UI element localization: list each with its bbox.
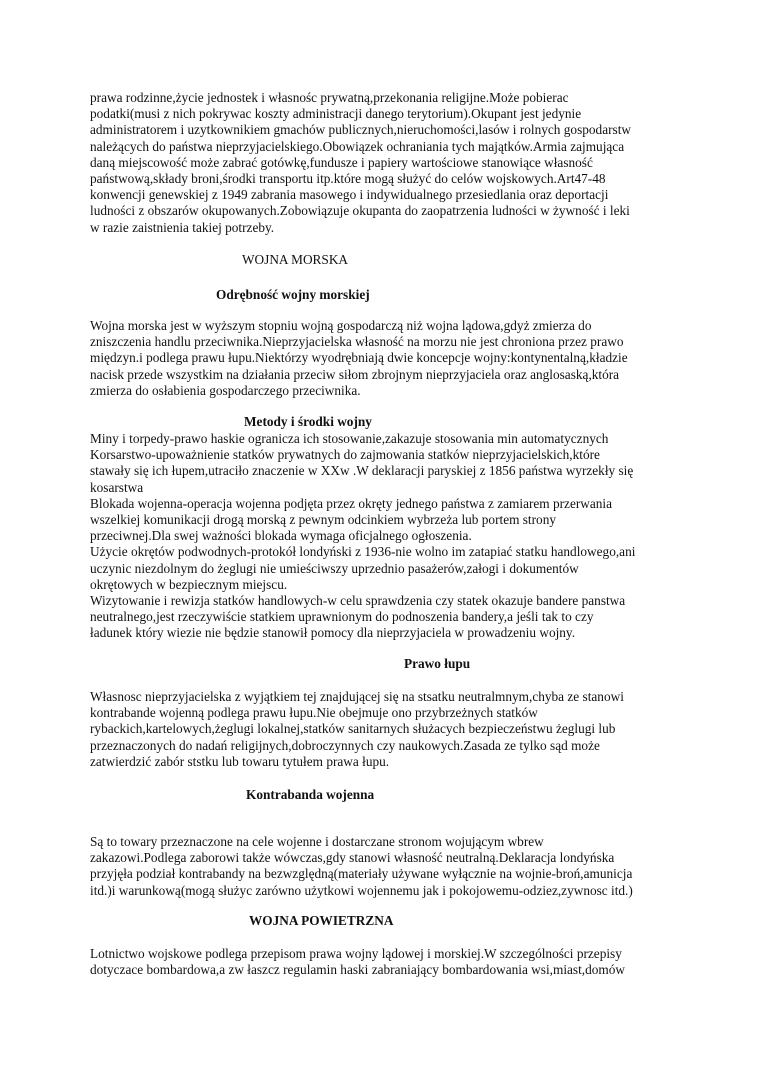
text-line: wszelkiej komunikacji drogą morską z pewnym odcinkiem wybrzeża lub portem strony: [90, 511, 557, 527]
text-line: ładunek który wiezie nie będzie stanowił pomocy dla nieprzyjaciela w prowadzeniu wojny.: [90, 625, 576, 641]
subheading-metody: Metody i środki wojny: [244, 414, 372, 429]
subheading-prawo-lupu: Prawo łupu: [404, 656, 471, 671]
text-line: Wizytowanie i rewizja statków handlowych-w celu sprawdzenia czy statek okazuje bandere panstwa: [90, 592, 626, 608]
text-line: państwową,składy broni,środki transportu itp.które mogą służyć do celów wojskowych.Art47-48: [90, 170, 606, 186]
text-line: zatwierdzić zabór ststku lub towaru tytułem prawa łupu.: [90, 753, 390, 769]
text-line: uczynic niezdolnym do żeglugi nie umieściwszy uprzednio pasażerów,załogi i dokumentów: [90, 560, 579, 576]
text-line: dotyczace bombardowa,a zw łaszcz regulamin haski zabraniający bombardowania wsi,miast,domów: [90, 962, 625, 978]
text-line: należących do państwa nieprzyjacielskiego.Obowiązek ochraniania tych majątków.Armia zajmująca: [90, 138, 625, 154]
section-heading-wojna-powietrzna: WOJNA POWIETRZNA: [249, 913, 394, 928]
prawo-lupu-paragraph: [90, 689, 680, 770]
text-line: zakazowi.Podlega zaborowi także wówczas,gdy stanowi własność neutralną.Deklaracja londyńska: [90, 850, 615, 866]
text-line: międzyn.i podlega prawu łupu.Niektórzy wyodrębniają dwie koncepcje wojny:kontynentalną,kładzie: [90, 350, 628, 366]
intro-paragraph: [90, 90, 680, 236]
metody-paragraph: [90, 431, 680, 641]
subheading-kontrabanda: Kontrabanda wojenna: [246, 787, 375, 802]
text-line: przyjęła podział kontrabandy na bezwzględną(materiały używane wyłącznie na wojnie-broń,amunicja: [90, 866, 633, 882]
text-line: okrętowych w bezpiecznym miejscu.: [90, 576, 288, 592]
text-line: Korsarstwo-upoważnienie statków prywatnych do zajmowania statków nieprzyjacielskich,które: [90, 447, 600, 463]
text-line: Użycie okrętów podwodnych-protokół londyński z 1936-nie wolno im zatapiać statku handlowego,ani: [90, 544, 636, 560]
text-line: ludności z obszarów okupowanych.Zobowiązuje okupanta do zaopatrzenia ludności w żywność i leki: [90, 203, 630, 219]
text-line: przeciwnej.Dla swej ważności blokada wymaga oficjalnego ogłoszenia.: [90, 528, 472, 544]
text-line: konwencji genewskiej z 1949 zabrania masowego i indywidualnego przesiedlania oraz deportacji: [90, 187, 609, 203]
text-line: Blokada wojenna-operacja wojenna podjęta przez okręty jednego państwa z zamiarem przerwania: [90, 495, 613, 511]
text-line: neutralnego,jest rzeczywiście statkiem uprawnionym do podnoszenia bandery,a jeśli tak to czy: [90, 609, 594, 625]
powietrzna-paragraph: [90, 946, 680, 978]
text-line: stawały się ich łupem,utraciło znaczenie w XXw .W deklaracji paryskiej z 1856 państwa wyrzekły się: [90, 463, 634, 479]
text-line: zmierza do osłabienia gospodarczego przeciwnika.: [90, 382, 361, 398]
text-line: nacisk przede wszystkim na działania przeciw siłom zbrojnym nieprzyjaciela oraz anglosaską,która: [90, 366, 620, 382]
odrebnosc-paragraph: [90, 318, 680, 399]
text-line: itd.)i warunkową(mogą służyc zarówno użytkowi wojennemu jak i pokojowemu-odziez,zywnosc itd.): [90, 882, 633, 898]
text-line: kosarstwa: [90, 479, 144, 495]
text-line: administratorem i uzytkownikiem gmachów publicznych,nieruchomości,lasów i rolnych gospodarstw: [90, 122, 631, 138]
text-line: Miny i torpedy-prawo haskie ogranicza ich stosowanie,zakazuje stosowania min automatycznych: [90, 431, 609, 446]
text-line: w razie zaistnienia takiej potrzeby.: [90, 219, 275, 235]
kontrabanda-paragraph: [90, 834, 680, 899]
subheading-odrebnosc: Odrębność wojny morskiej: [216, 287, 370, 302]
text-line: Lotnictwo wojskowe podlega przepisom prawa wojny lądowej i morskiej.W szczególności przepisy: [90, 946, 622, 961]
text-line: Własnosc nieprzyjacielska z wyjątkiem tej znajdującej się na stsatku neutralmnym,chyba ze stanowi: [90, 689, 624, 704]
text-line: rybackich,kartelowych,żeglugi lokalnej,statków sanitarnych służacych bezpieczeństwu żeglugi lub: [90, 721, 616, 737]
text-line: Wojna morska jest w wyższym stopniu wojną gospodarczą niż wojna lądowa,gdyż zmierza do: [90, 318, 592, 333]
text-line: prawa rodzinne,życie jednostek i własnośc prywatną,przekonania religijne.Może pobierac: [90, 90, 569, 105]
text-line: zniszczenia handlu przeciwnika.Nieprzyjacielska własność na morzu nie jest chroniona przez prawo: [90, 334, 624, 350]
text-line: przeznaczonych do nadań religijnych,dobroczynnych czy naukowych.Zasada ze tylko sąd może: [90, 737, 600, 753]
text-line: daną miejscowość może zabrać gotówkę,fundusze i papiery wartościowe stanowiące własność: [90, 154, 593, 170]
section-heading-wojna-morska: WOJNA MORSKA: [242, 252, 349, 267]
text-line: Są to towary przeznaczone na cele wojenne i dostarczane stronom wojującym wbrew: [90, 834, 544, 849]
text-line: kontrabande wojenną podlega prawu łupu.Nie obejmuje ono przybrzeżnych statków: [90, 705, 538, 721]
text-line: podatki(musi z nich pokrywac koszty administracji danego terytorium).Okupant jest jedynie: [90, 106, 582, 122]
